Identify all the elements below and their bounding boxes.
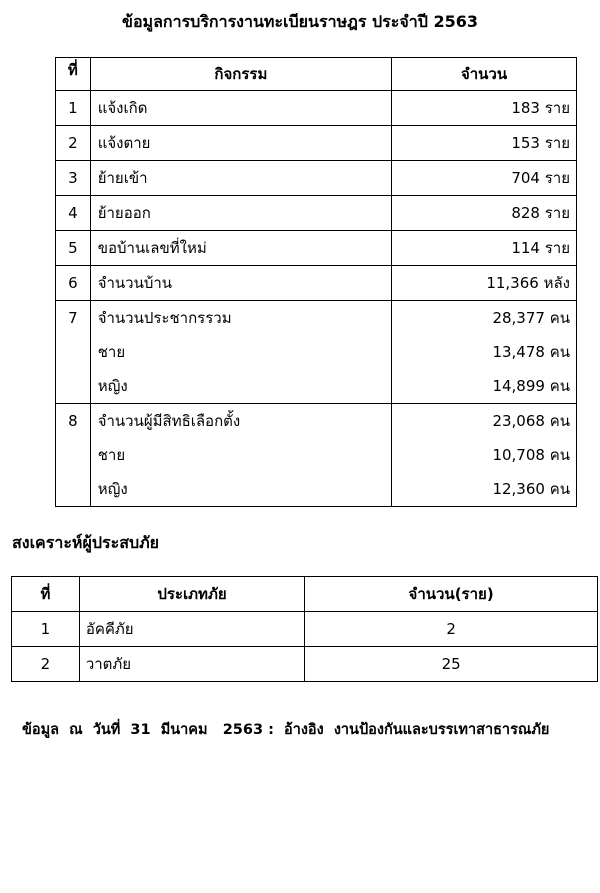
activity-label: หญิง [97,480,128,498]
registration-table-body [56,91,577,507]
amount-value: 28,377 คน [492,309,570,327]
amount-value: 13,478 คน [492,343,570,361]
column-header-disaster-type: ประเภทภัย [79,577,304,612]
disaster-count: 25 [305,647,598,682]
amount-value: 23,068 คน [492,412,570,430]
row-number: 2 [68,134,78,152]
column-header-activity: กิจกรรม [90,58,391,91]
amount-value: 183 ราย [511,99,570,117]
amount-value: 11,366 หลัง [486,274,570,292]
activity-label: ย้ายเข้า [97,169,148,187]
activity-label: ชาย [97,446,126,464]
row-number-cell [56,266,91,301]
amount-value: 14,899 คน [492,377,570,395]
amount-value: 704 ราย [511,169,570,187]
activity-cell [90,91,391,126]
activity-cell [90,404,391,507]
table-row [56,126,577,161]
registration-services-table [55,57,577,507]
row-number-cell [56,404,91,507]
row-number: 3 [68,169,78,187]
column-header-no: ที่ [12,577,80,612]
table-header-row [56,58,577,91]
amount-value: 828 ราย [511,204,570,222]
table-header-row [12,577,598,612]
table-row [12,647,598,682]
row-number-cell [56,91,91,126]
table-row [56,301,577,404]
amount-cell [392,126,577,161]
amount-cell [392,196,577,231]
activity-cell [90,161,391,196]
activity-cell [90,231,391,266]
row-number-cell [56,196,91,231]
amount-cell [392,161,577,196]
row-number-cell [56,301,91,404]
row-number-cell [56,126,91,161]
activity-label: แจ้งตาย [97,134,151,152]
amount-cell [392,231,577,266]
activity-cell [90,301,391,404]
page-title: ข้อมูลการบริการงานทะเบียนราษฎร ประจำปี 2563 [122,12,478,31]
table-row [56,231,577,266]
row-number: 1 [68,99,78,117]
disaster-relief-table [11,576,598,682]
section-title-disaster-relief: สงเคราะห์ผู้ประสบภัย [12,533,160,552]
row-number-cell [56,161,91,196]
table-row [56,196,577,231]
activity-label: หญิง [97,377,128,395]
activity-label: แจ้งเกิด [97,99,148,117]
activity-label: ขอบ้านเลขที่ใหม่ [97,239,207,257]
activity-label: ชาย [97,343,126,361]
table-row [56,266,577,301]
row-number: 7 [68,309,78,327]
amount-value: 10,708 คน [492,446,570,464]
activity-cell [90,266,391,301]
column-header-count: จำนวน(ราย) [305,577,598,612]
activity-label: จำนวนบ้าน [97,274,173,292]
amount-cell [392,404,577,507]
activity-label: จำนวนประชากรรวม [97,309,232,327]
disaster-table-body [12,612,598,682]
amount-value: 114 ราย [511,239,570,257]
disaster-type: วาตภัย [79,647,304,682]
table-row [56,91,577,126]
row-number: 1 [12,612,80,647]
amount-cell [392,91,577,126]
activity-label: จำนวนผู้มีสิทธิเลือกตั้ง [97,412,241,430]
footer-note: ข้อมูล ณ วันที่ 31 มีนาคม 2563 : อ้างอิง งานป้องกันและบรรเทาสาธารณภัย [22,722,550,738]
amount-cell [392,301,577,404]
amount-value: 12,360 คน [492,480,570,498]
row-number: 6 [68,274,78,292]
row-number-cell [56,231,91,266]
activity-cell [90,126,391,161]
row-number: 5 [68,239,78,257]
disaster-count: 2 [305,612,598,647]
activity-cell [90,196,391,231]
disaster-type: อัคคีภัย [79,612,304,647]
column-header-no: ที่ [56,58,91,91]
column-header-amount: จำนวน [392,58,577,91]
row-number: 4 [68,204,78,222]
table-row [12,612,598,647]
table-row [56,161,577,196]
row-number: 8 [68,412,78,430]
table-row [56,404,577,507]
amount-cell [392,266,577,301]
activity-label: ย้ายออก [97,204,151,222]
row-number: 2 [12,647,80,682]
amount-value: 153 ราย [511,134,570,152]
